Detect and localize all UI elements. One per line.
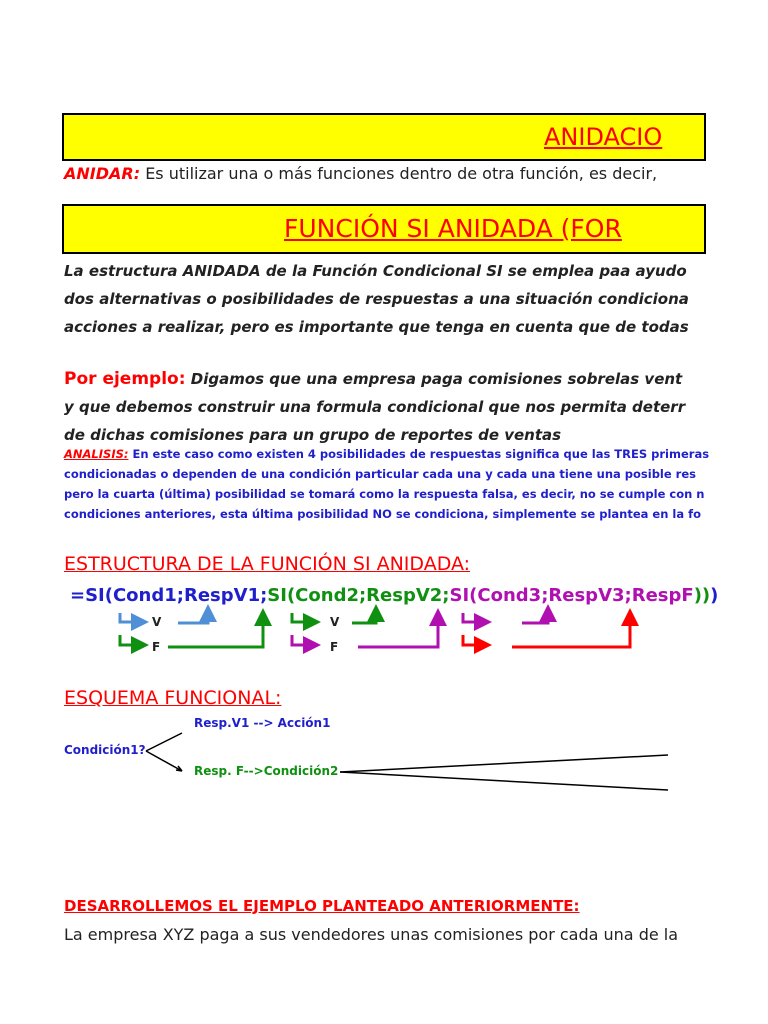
arrow-label-v1: V [152, 615, 162, 629]
arrow-v1-return-icon [178, 613, 208, 623]
anidar-definition [64, 164, 657, 183]
scheme-expand-line-bottom [340, 772, 668, 790]
arrow-v3-icon [463, 613, 483, 622]
analisis-line-2: condicionadas o dependen de una condición particular cada una y cada una tiene una posible res [64, 467, 696, 481]
example-paragraph [64, 365, 685, 449]
example-line-3: de dichas comisiones para un grupo de reportes de ventas [64, 426, 562, 444]
arrow-f1-icon [120, 635, 140, 645]
scheme-branch-f-line [146, 751, 182, 771]
anidar-text: Es utilizar una o más funciones dentro de otra función, es decir, [140, 164, 658, 183]
analisis-line-1: En este caso como existen 4 posibilidades de respuestas significa que las TRES primeras [128, 447, 710, 461]
formula-part-5: ) [710, 585, 719, 606]
dev-heading: DESARROLLEMOS EL EJEMPLO PLANTEADO ANTERIORMENTE: [64, 897, 580, 915]
intro-line-2: dos alternativas o posibilidades de respuestas a una situación condiciona [64, 290, 689, 308]
arrow-label-f2: F [330, 640, 339, 654]
scheme-resp-f: Resp. F-->Condición2 [194, 764, 339, 778]
scheme-condition: Condición1? [64, 743, 146, 757]
arrow-label-f1: F [152, 640, 161, 654]
formula-arrows-diagram [0, 605, 668, 665]
arrow-v2-icon [292, 613, 312, 622]
formula-part-4: )) [693, 585, 711, 606]
arrow-v2-return-icon [352, 613, 376, 623]
title-box-anidacion [62, 113, 706, 161]
scheme-resp-v: Resp.V1 --> Acción1 [194, 716, 331, 730]
analisis-paragraph [64, 444, 709, 524]
title-anidacion: ANIDACIO [544, 123, 663, 151]
intro-paragraph [64, 257, 689, 341]
arrow-v3-return-icon [522, 613, 548, 623]
title-funcion-si: FUNCIÓN SI ANIDADA (FOR [284, 214, 622, 243]
dev-text: La empresa XYZ paga a sus vendedores unas comisiones por cada una de la [64, 925, 679, 944]
example-line-1: Digamos que una empresa paga comisiones sobrelas vent [185, 370, 683, 388]
example-line-2: y que debemos construir una formula condicional que nos permita deterr [64, 398, 686, 416]
scheme-diagram [0, 725, 668, 800]
formula-part-1: =SI(Cond1;RespV1; [70, 585, 268, 606]
title-box-funcion-si [62, 204, 706, 254]
arrow-v1-icon [120, 613, 140, 622]
analisis-label: ANALISIS: [64, 447, 129, 461]
scheme-expand-line-top [340, 755, 668, 772]
formula-part-3: SI(Cond3;RespV3;RespF [449, 585, 694, 606]
scheme-branch-v-line [146, 733, 182, 751]
intro-line-3: acciones a realizar, pero es importante que tenga en cuenta que de todas [64, 318, 689, 336]
structure-heading: ESTRUCTURA DE LA FUNCIÓN SI ANIDADA: [64, 553, 471, 575]
formula-part-2: SI(Cond2;RespV2; [267, 585, 450, 606]
example-label: Por ejemplo: [64, 369, 186, 389]
anidar-label: ANIDAR: [64, 164, 141, 183]
intro-line-1: La estructura ANIDADA de la Función Condicional SI se emplea paa ayudo [64, 262, 687, 280]
arrow-f2-icon [292, 635, 312, 645]
arrow-f3-icon [463, 635, 483, 645]
arrow-label-v2: V [330, 615, 340, 629]
scheme-heading: ESQUEMA FUNCIONAL: [64, 687, 282, 709]
analisis-line-3: pero la cuarta (última) posibilidad se tomará como la respuesta falsa, es decir, no se cumple con n [64, 487, 705, 501]
formula-line [70, 585, 718, 606]
analisis-line-4: condiciones anteriores, esta última posibilidad NO se condiciona, simplemente se plantea en la fo [64, 507, 701, 521]
